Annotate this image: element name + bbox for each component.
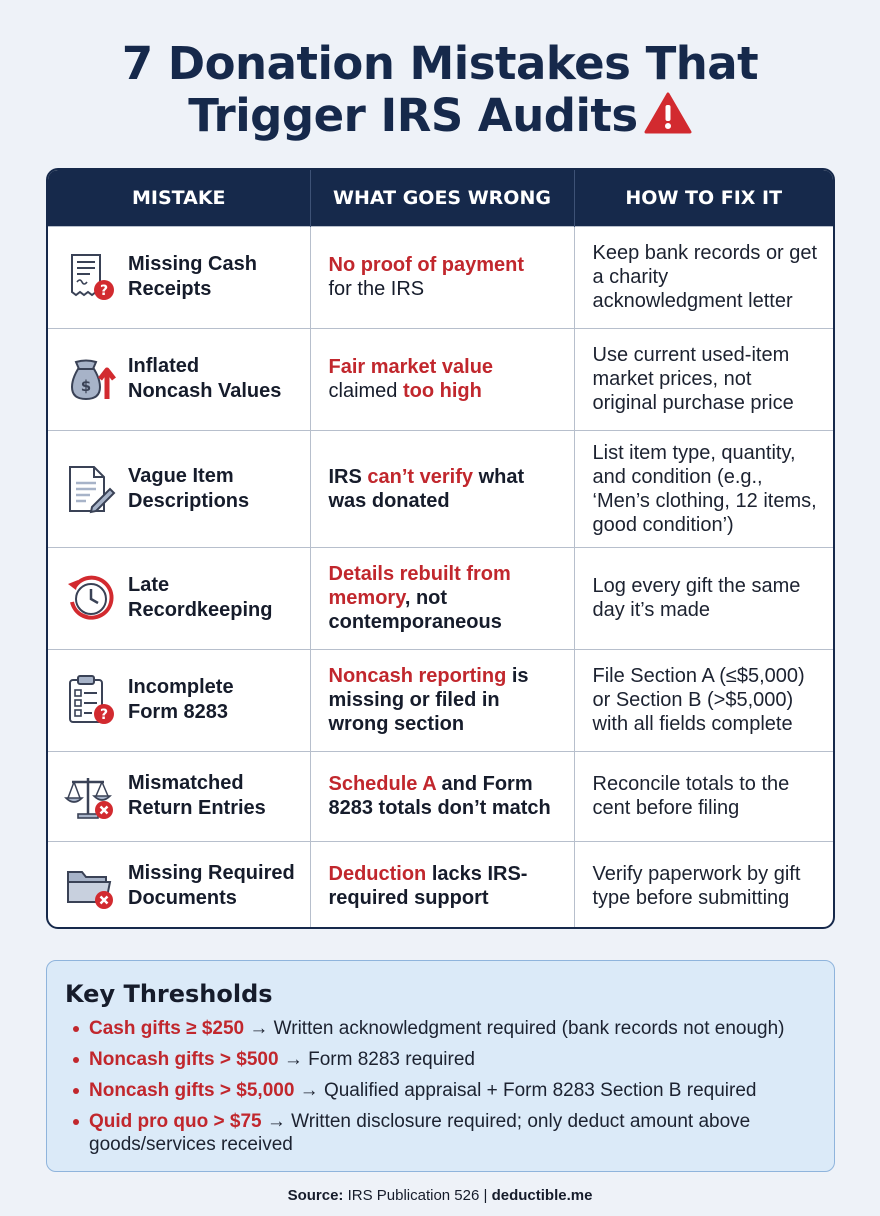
bullet-icon [73, 1057, 79, 1063]
problem-text: lacks IRS-required support [328, 863, 528, 910]
mistake-label [128, 771, 266, 821]
highlight-text: too high [402, 380, 482, 402]
scales-x-icon [64, 770, 116, 822]
fix-text: Log every gift the same day it’s made [592, 575, 801, 621]
threshold-text: → Written disclosure required; only deduct amount above goods/services received [89, 1111, 751, 1155]
how-to-fix-cell [574, 751, 833, 841]
problem-text: and Form 8283 totals don’t match [328, 773, 551, 819]
table-row [48, 430, 833, 547]
what-goes-wrong-cell [310, 547, 574, 649]
threshold-label: Quid pro quo > $75 [89, 1111, 262, 1132]
mistake-label [128, 861, 295, 911]
mistake-label-line: Descriptions [128, 489, 250, 512]
mistake-cell [48, 328, 310, 430]
mistake-label-line: Form 8283 [128, 701, 229, 723]
threshold-text: → Form 8283 required [278, 1049, 475, 1070]
table-row [48, 751, 833, 841]
title-line-2-text: Trigger IRS Audits [188, 89, 638, 142]
svg-text:?: ? [99, 283, 109, 299]
key-thresholds-panel [46, 960, 835, 1172]
how-to-fix-cell [574, 649, 833, 751]
mistake-label-line: Missing Required [128, 862, 295, 885]
source-line [0, 1186, 880, 1206]
threshold-item [65, 1079, 816, 1102]
highlight-text: Deduction [328, 863, 427, 886]
threshold-text: → Qualified appraisal + Form 8283 Section B required [294, 1080, 757, 1101]
bullet-icon [73, 1119, 79, 1125]
source-text: IRS Publication 526 | [343, 1187, 492, 1204]
highlight-text: Schedule A [328, 773, 436, 795]
how-to-fix-cell [574, 430, 833, 547]
mistake-label-line: Vague Item [128, 464, 234, 487]
mistake-label-line: Recordkeeping [128, 599, 273, 621]
mistake-label-line: Incomplete [128, 676, 234, 698]
threshold-label: Noncash gifts > $5,000 [89, 1080, 295, 1101]
what-goes-wrong-cell [310, 751, 574, 841]
mistake-label [128, 464, 249, 514]
threshold-item [65, 1017, 816, 1040]
receipt-question-icon [64, 251, 116, 303]
fix-text: Verify paperwork by gift type before submitting [592, 863, 801, 910]
key-thresholds-heading: Key Thresholds [65, 980, 273, 1008]
title-line-1: 7 Donation Mistakes That [121, 37, 759, 90]
money-bag-arrow-up-icon [64, 353, 116, 405]
svg-text:?: ? [99, 707, 109, 723]
problem-text: IRS [328, 465, 368, 488]
mistake-cell [48, 547, 310, 649]
table-row [48, 328, 833, 430]
mistake-cell [48, 751, 310, 841]
threshold-label: Noncash gifts > $500 [89, 1049, 279, 1070]
table-row [48, 547, 833, 649]
clipboard-checklist-question-icon [64, 674, 116, 726]
highlight-text: Details rebuilt from memory [328, 563, 511, 609]
table-row [48, 226, 833, 328]
source-site: deductible.me [491, 1187, 593, 1204]
highlight-text: Fair market value [328, 356, 494, 378]
highlight-text: No proof of payment [328, 254, 525, 276]
fix-text: File Section A (≤$5,000) or Section B (>$5,000) with all fields complete [592, 665, 805, 735]
what-goes-wrong-cell [310, 328, 574, 430]
bullet-icon [73, 1088, 79, 1094]
what-goes-wrong-cell [310, 226, 574, 328]
how-to-fix-cell [574, 841, 833, 929]
source-label: Source: [287, 1187, 344, 1204]
page-title [0, 38, 880, 146]
mistake-label-line: Noncash Values [128, 380, 282, 402]
table-header-row [48, 170, 833, 226]
mistake-label [128, 252, 257, 302]
warning-icon [644, 91, 692, 146]
threshold-item [65, 1110, 816, 1156]
mistake-label-line: Return Entries [128, 797, 266, 819]
mistake-cell [48, 430, 310, 547]
mistake-label-line: Late [128, 574, 170, 596]
what-goes-wrong-cell [310, 430, 574, 547]
fix-text: Keep bank records or get a charity acknowledgment letter [592, 242, 818, 312]
problem-text: is missing or filed in wrong section [328, 665, 529, 735]
problem-text: , not contemporaneous [328, 587, 502, 633]
mistake-label-line: Documents [128, 887, 237, 910]
mistake-label-line: Missing Cash [128, 253, 257, 275]
header-what-goes-wrong: WHAT GOES WRONG [310, 170, 574, 226]
mistake-label-line: Mismatched [128, 772, 244, 794]
problem-text: for the IRS [328, 278, 425, 300]
clock-history-icon [64, 572, 116, 624]
table-row [48, 841, 833, 929]
header-how-to-fix: HOW TO FIX IT [574, 170, 833, 226]
title-line-2 [0, 90, 880, 146]
highlight-text: can’t verify [367, 465, 474, 488]
header-mistake: MISTAKE [48, 170, 310, 226]
folder-x-icon [64, 860, 116, 912]
threshold-item [65, 1048, 816, 1071]
threshold-label: Cash gifts ≥ $250 [89, 1018, 245, 1039]
document-pen-icon [64, 463, 116, 515]
threshold-text: → Written acknowledgment required (bank records not enough) [244, 1018, 785, 1039]
problem-text: claimed [328, 380, 403, 402]
mistakes-table [46, 168, 835, 929]
what-goes-wrong-cell [310, 841, 574, 929]
mistake-label [128, 675, 234, 725]
mistake-cell [48, 841, 310, 929]
how-to-fix-cell [574, 328, 833, 430]
fix-text: Use current used-item market prices, not original purchase price [592, 344, 794, 414]
fix-text: List item type, quantity, and condition (e.g., ‘Men’s clothing, 12 items, good condition’) [592, 441, 817, 536]
mistake-cell [48, 226, 310, 328]
what-goes-wrong-cell [310, 649, 574, 751]
problem-text: what was donated [328, 465, 525, 512]
bullet-icon [73, 1026, 79, 1032]
mistake-label-line: Receipts [128, 278, 212, 300]
fix-text: Reconcile totals to the cent before filing [592, 773, 790, 819]
svg-text:$: $ [80, 377, 92, 395]
table-row [48, 649, 833, 751]
mistake-cell [48, 649, 310, 751]
threshold-list [65, 1017, 816, 1156]
how-to-fix-cell [574, 226, 833, 328]
mistake-label [128, 354, 281, 404]
how-to-fix-cell [574, 547, 833, 649]
mistake-label [128, 573, 272, 623]
highlight-text: Noncash reporting [328, 665, 507, 687]
mistake-label-line: Inflated [128, 355, 200, 377]
